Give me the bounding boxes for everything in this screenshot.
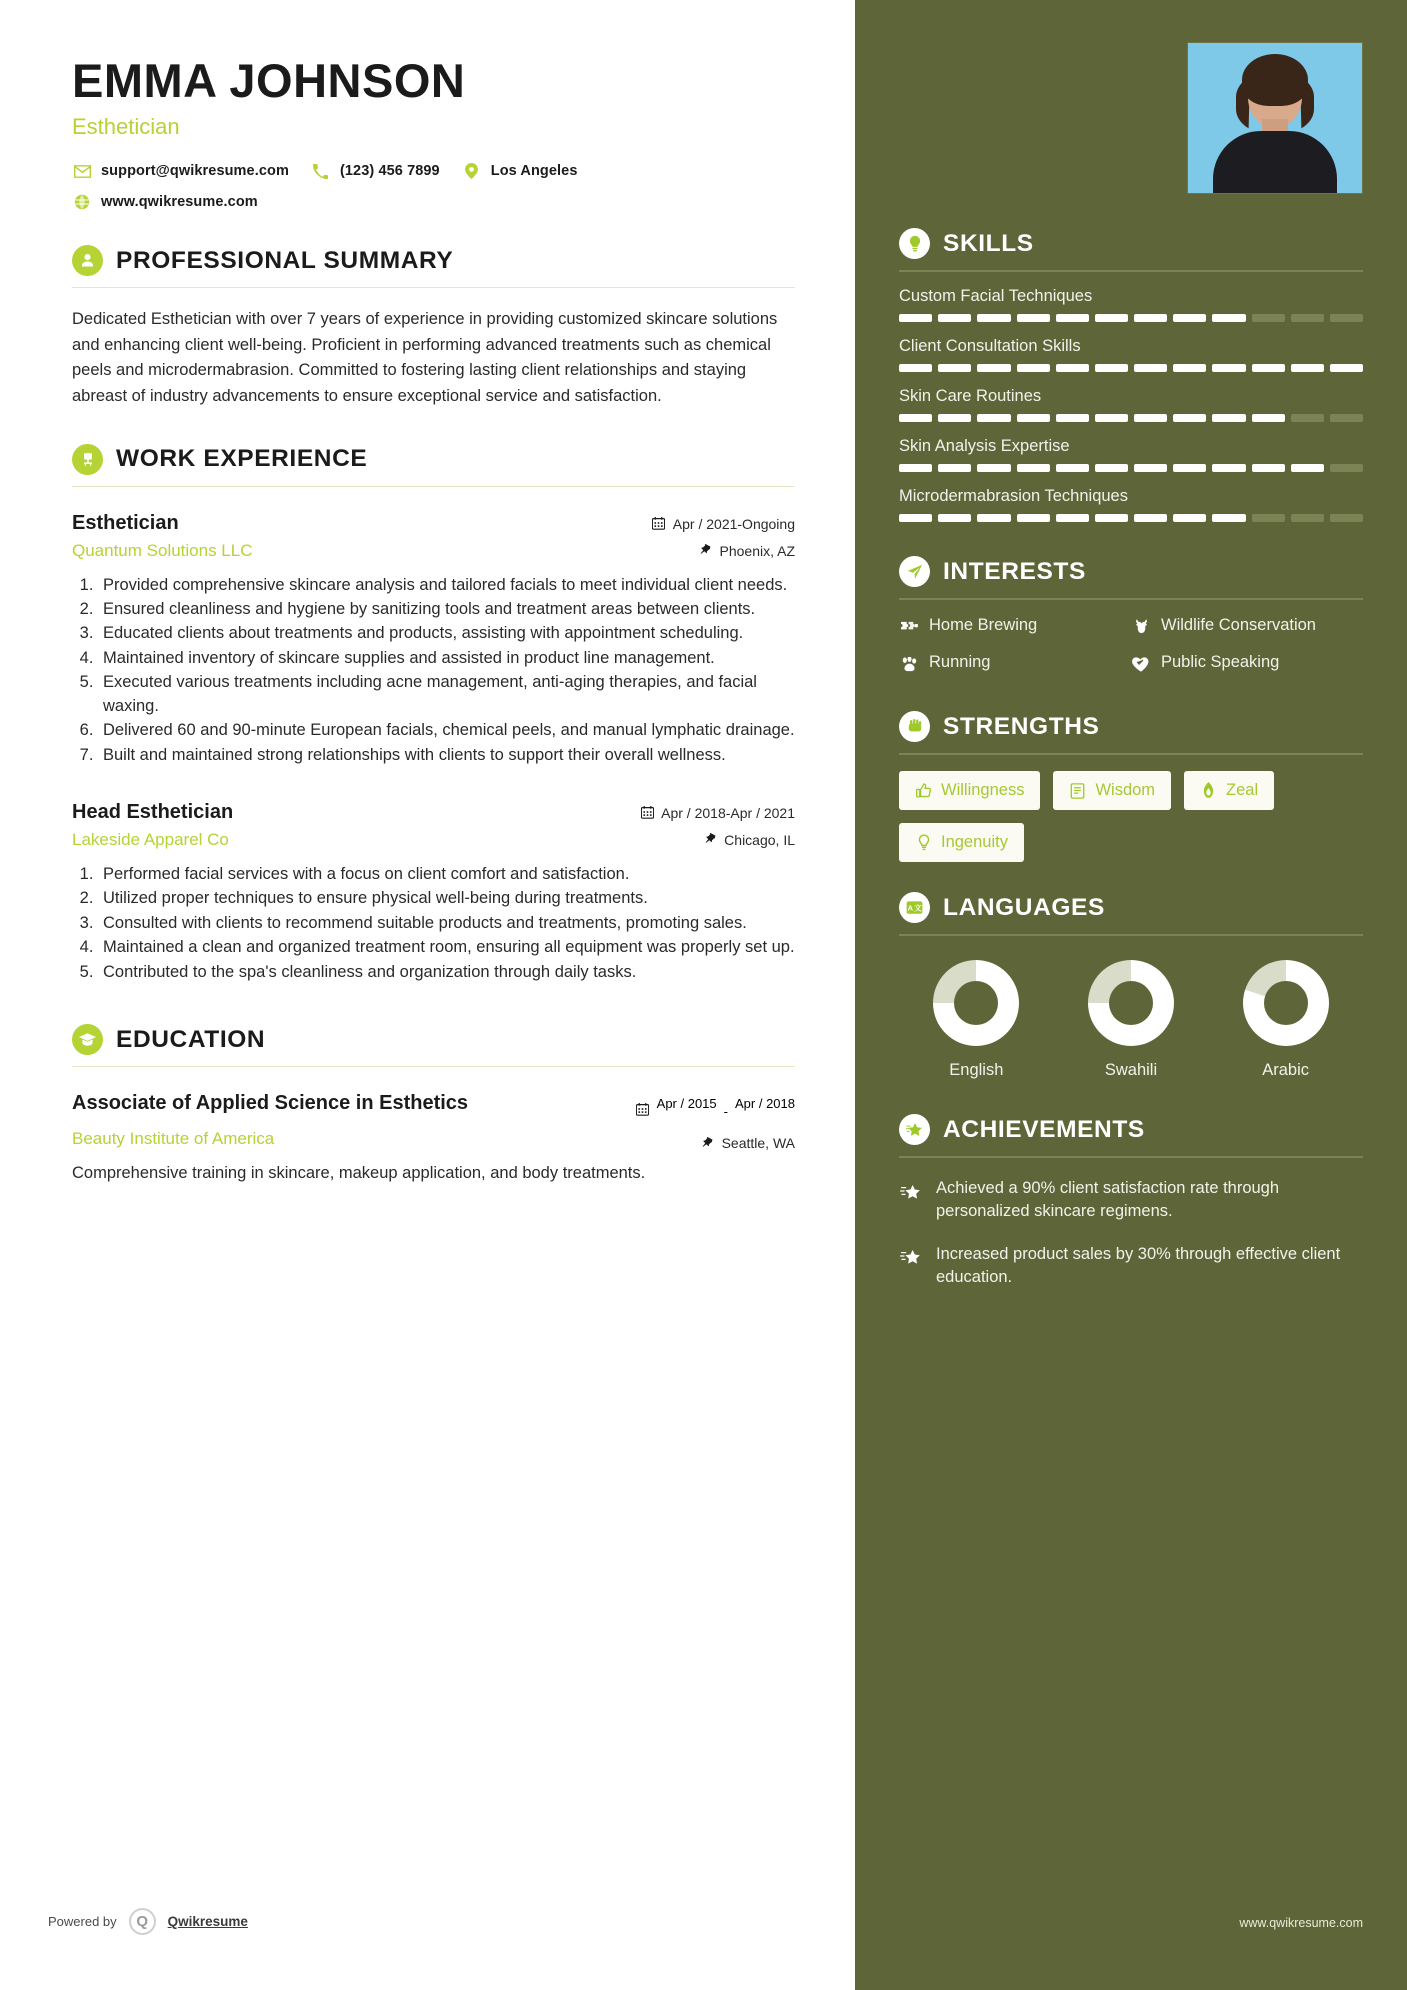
skill-rating-dash	[1330, 464, 1363, 472]
section-divider	[72, 486, 795, 487]
language-proficiency-donut	[1243, 960, 1329, 1046]
job-bullet: 5. Executed various treatments including acne management, anti-aging therapies, and facial waxing.	[98, 671, 795, 718]
education-description: Comprehensive training in skincare, makeup application, and body treatments.	[72, 1164, 646, 1183]
skill-rating-dash	[977, 414, 1010, 422]
skill-name: Skin Analysis Expertise	[899, 437, 1070, 455]
skill-rating-dash	[1056, 414, 1089, 422]
education-location-text: Seattle, WA	[721, 1135, 795, 1152]
section-divider	[899, 270, 1363, 272]
graduation-icon	[72, 1024, 103, 1055]
job-identity	[72, 512, 253, 561]
skill-rating-dash	[1330, 364, 1363, 372]
achievement-text: Achieved a 90% client satisfaction rate through personalized skincare regimens.	[936, 1179, 1280, 1221]
skill-rating-dash	[1017, 514, 1050, 522]
powered-by-label: Powered by	[48, 1914, 117, 1929]
section-interests	[899, 556, 1363, 689]
education-title: EDUCATION	[116, 1025, 266, 1053]
strength-label: Wisdom	[1095, 781, 1156, 799]
professional-summary-title: PROFESSIONAL SUMMARY	[116, 246, 454, 274]
right-sidebar	[855, 0, 1407, 1990]
job-date-text: Apr / 2021-Ongoing	[672, 515, 795, 532]
skill-rating-dash	[1017, 364, 1050, 372]
skill-item	[899, 287, 1363, 322]
strength-badge	[1184, 771, 1274, 810]
interests-header	[899, 556, 1363, 587]
job-location	[610, 543, 795, 559]
award-star-icon	[899, 1246, 923, 1270]
interest-item	[1131, 652, 1363, 674]
education-header-row	[72, 1092, 795, 1151]
skill-rating-dash	[938, 464, 971, 472]
education-degree: Associate of Applied Science in Esthetics	[72, 1092, 469, 1115]
flame-icon	[1200, 782, 1217, 799]
skill-rating-dash	[938, 514, 971, 522]
achievement-item	[899, 1243, 1363, 1290]
skill-rating-dash	[899, 314, 932, 322]
skill-rating-dash	[1291, 514, 1324, 522]
skill-rating-dash	[1056, 314, 1089, 322]
job-meta	[610, 512, 795, 559]
job-title: Head Esthetician	[72, 800, 234, 823]
section-divider	[899, 1156, 1363, 1158]
contact-location	[462, 162, 578, 180]
interest-item	[899, 615, 1131, 637]
pushpin-icon	[699, 544, 713, 558]
skill-rating-dash	[1212, 514, 1245, 522]
skill-rating-dash	[1095, 414, 1128, 422]
skill-rating-dash	[1173, 314, 1206, 322]
job-entry	[72, 512, 795, 767]
education-date-dash: -	[723, 1104, 728, 1120]
language-name: Arabic	[1262, 1061, 1310, 1079]
bulb-icon	[915, 834, 932, 851]
job-company: Quantum Solutions LLC	[72, 540, 253, 560]
interest-item	[899, 652, 1131, 674]
job-bullet: 1. Performed facial services with a focus on client comfort and satisfaction.	[98, 863, 795, 886]
job-entry	[72, 801, 795, 984]
job-location-text: Chicago, IL	[724, 831, 795, 848]
skill-item	[899, 337, 1363, 372]
donut-hole	[1264, 981, 1308, 1025]
languages-title: LANGUAGES	[943, 893, 1105, 921]
education-identity	[72, 1092, 468, 1149]
skill-rating-dash	[1330, 314, 1363, 322]
languages-header	[899, 892, 1363, 923]
skill-name: Client Consultation Skills	[899, 337, 1081, 355]
strength-label: Willingness	[941, 781, 1025, 799]
skill-rating-dash	[1095, 514, 1128, 522]
work-experience-header	[72, 444, 795, 475]
language-proficiency-donut	[1088, 960, 1174, 1046]
education-location	[610, 1135, 795, 1151]
skill-rating-dash	[1212, 364, 1245, 372]
svg-text:文: 文	[914, 903, 922, 913]
interest-item	[1131, 615, 1363, 637]
page-title	[72, 56, 795, 140]
section-achievements	[899, 1114, 1363, 1290]
contact-info	[72, 162, 795, 211]
job-header	[72, 512, 795, 561]
professional-summary-header	[72, 245, 795, 276]
language-name: English	[949, 1061, 1004, 1079]
calendar-icon	[652, 517, 666, 531]
education-meta	[610, 1092, 795, 1151]
donut-hole	[954, 981, 998, 1025]
svg-text:A: A	[907, 903, 914, 913]
skills-list	[899, 287, 1363, 522]
contact-location-text: Los Angeles	[490, 163, 578, 180]
job-meta	[610, 801, 795, 848]
contact-email[interactable]	[72, 162, 289, 180]
job-bullet: 1. Provided comprehensive skincare analysis and tailored facials to meet individual client needs.	[98, 574, 795, 597]
candidate-name: EMMA JOHNSON	[72, 54, 466, 107]
job-location	[610, 832, 795, 848]
skill-rating-dash	[1017, 464, 1050, 472]
qwikresume-logo-icon: Q	[129, 1908, 156, 1935]
fist-icon	[899, 711, 930, 742]
thumbs-up-icon	[915, 782, 932, 799]
contact-phone-text: (123) 456 7899	[339, 163, 440, 180]
job-location-text: Phoenix, AZ	[719, 542, 795, 559]
language-item	[1243, 960, 1329, 1080]
job-bullet: 3. Consulted with clients to recommend suitable products and treatments, promoting sales.	[98, 912, 795, 935]
section-professional-summary	[72, 245, 795, 409]
skill-rating-dash	[977, 364, 1010, 372]
job-bullet: 4. Maintained a clean and organized treatment room, ensuring all equipment was properly set up.	[98, 936, 795, 959]
skill-rating-dash	[1291, 314, 1324, 322]
language-item	[1088, 960, 1174, 1080]
section-divider	[72, 287, 795, 288]
strength-badge	[899, 771, 1040, 810]
interest-label: Running	[929, 653, 991, 671]
skill-rating-dash	[1134, 414, 1167, 422]
job-date	[610, 516, 795, 532]
avatar-body	[1213, 131, 1337, 193]
skill-rating-dash	[1252, 464, 1285, 472]
achievement-item	[899, 1177, 1363, 1224]
skill-rating-dash	[899, 364, 932, 372]
achievements-header	[899, 1114, 1363, 1145]
section-divider	[899, 598, 1363, 600]
deer-icon	[1131, 617, 1151, 637]
language-item	[933, 960, 1019, 1080]
candidate-role: Esthetician	[72, 114, 180, 140]
skill-rating-dash	[1252, 514, 1285, 522]
donut-hole	[1109, 981, 1153, 1025]
section-strengths	[899, 711, 1363, 862]
globe-icon	[72, 193, 92, 211]
contact-email-text: support@qwikresume.com	[101, 163, 289, 180]
star-icon	[899, 1114, 930, 1145]
section-divider	[899, 753, 1363, 755]
skill-rating-dash	[1252, 414, 1285, 422]
skill-rating-dash	[1252, 314, 1285, 322]
skill-rating-dash	[938, 364, 971, 372]
email-icon	[72, 162, 92, 180]
education-school: Beauty Institute of America	[72, 1129, 275, 1149]
skill-rating-dash	[1291, 464, 1324, 472]
skill-rating-dash	[1134, 364, 1167, 372]
skill-rating-bar	[899, 464, 1363, 472]
education-date-end: Apr / 2018	[735, 1096, 795, 1112]
skill-rating-dash	[1291, 364, 1324, 372]
section-education	[72, 1024, 795, 1186]
desk-chair-icon	[72, 444, 103, 475]
skill-name: Microdermabrasion Techniques	[899, 487, 1128, 505]
paw-icon	[899, 654, 919, 674]
skill-rating-dash	[1134, 514, 1167, 522]
skill-rating-dash	[1017, 414, 1050, 422]
skills-title: SKILLS	[943, 229, 1034, 257]
section-divider	[899, 934, 1363, 936]
skill-rating-dash	[1173, 464, 1206, 472]
job-identity	[72, 801, 233, 850]
strengths-header	[899, 711, 1363, 742]
qwikresume-brand-link[interactable]: Qwikresume	[167, 1914, 248, 1929]
skill-rating-dash	[1212, 314, 1245, 322]
job-date	[610, 805, 795, 821]
avatar-hair-front	[1242, 54, 1308, 106]
translate-icon	[899, 892, 930, 923]
contact-phone[interactable]	[311, 162, 440, 180]
strength-label: Zeal	[1226, 781, 1259, 799]
skill-rating-dash	[1173, 364, 1206, 372]
skill-rating-dash	[1095, 464, 1128, 472]
pushpin-icon	[701, 1136, 715, 1150]
skill-rating-dash	[977, 514, 1010, 522]
job-bullet: 4. Maintained inventory of skincare supplies and assisted in product line management.	[98, 647, 795, 670]
education-entry	[72, 1092, 795, 1186]
education-date	[610, 1096, 795, 1119]
calendar-icon	[640, 806, 654, 820]
strength-badge	[1053, 771, 1171, 810]
language-name: Swahili	[1104, 1061, 1158, 1079]
pushpin-icon	[703, 833, 717, 847]
education-header	[72, 1024, 795, 1055]
skill-rating-bar	[899, 364, 1363, 372]
award-star-icon	[899, 1180, 923, 1204]
skill-item	[899, 487, 1363, 522]
skill-rating-dash	[1173, 514, 1206, 522]
skill-rating-dash	[1095, 314, 1128, 322]
left-footer	[48, 1908, 248, 1935]
location-pin-icon	[462, 162, 482, 180]
achievement-text: Increased product sales by 30% through effective client education.	[936, 1244, 1341, 1287]
strength-label: Ingenuity	[941, 833, 1008, 851]
phone-icon	[311, 162, 331, 180]
strength-badge	[899, 823, 1024, 862]
skill-rating-dash	[899, 514, 932, 522]
lightbulb-icon	[899, 228, 930, 259]
strengths-list	[899, 771, 1363, 862]
skill-rating-dash	[1056, 364, 1089, 372]
heart-speech-icon	[1131, 654, 1151, 674]
skill-rating-bar	[899, 514, 1363, 522]
contact-line-1	[72, 162, 795, 180]
skill-rating-dash	[1056, 514, 1089, 522]
skill-rating-dash	[1212, 414, 1245, 422]
skill-rating-dash	[1134, 314, 1167, 322]
strengths-title: STRENGTHS	[943, 712, 1100, 740]
section-divider	[72, 1066, 795, 1067]
job-bullets	[98, 863, 795, 984]
skill-name: Skin Care Routines	[899, 387, 1042, 405]
interest-label: Home Brewing	[929, 616, 1038, 634]
skill-rating-dash	[938, 314, 971, 322]
skill-rating-dash	[1291, 414, 1324, 422]
user-icon	[72, 245, 103, 276]
skill-rating-dash	[977, 314, 1010, 322]
skill-rating-dash	[1173, 414, 1206, 422]
professional-summary-text: Dedicated Esthetician with over 7 years of experience in providing customized skincare solutions and enhancing client well-being. Proficient in performing advanced treatments such as chemical peels and microdermabrasion. Committed to fostering lasting client relationships and staying abreast of industry advancements to ensure exceptional service and satisfaction.	[72, 310, 778, 406]
education-date-start: Apr / 2015	[656, 1096, 717, 1112]
job-bullet: 6. Delivered 60 and 90-minute European facials, chemical peels, and manual lymphatic drainage.	[98, 719, 795, 742]
skill-rating-dash	[1252, 364, 1285, 372]
skill-rating-dash	[1056, 464, 1089, 472]
job-date-text: Apr / 2018-Apr / 2021	[661, 804, 795, 821]
job-bullets	[98, 574, 795, 767]
book-icon	[1069, 782, 1086, 799]
skill-rating-dash	[1330, 514, 1363, 522]
languages-list	[899, 960, 1363, 1080]
interests-title: INTERESTS	[943, 557, 1086, 585]
skill-rating-dash	[899, 414, 932, 422]
contact-website[interactable]	[72, 193, 258, 211]
skill-rating-dash	[977, 464, 1010, 472]
language-proficiency-donut	[933, 960, 1019, 1046]
skill-rating-dash	[1095, 364, 1128, 372]
contact-line-2	[72, 193, 795, 211]
skill-rating-dash	[1017, 314, 1050, 322]
job-header	[72, 801, 795, 850]
sidebar-footer-url: www.qwikresume.com	[1239, 1916, 1363, 1930]
job-company: Lakeside Apparel Co	[72, 829, 229, 849]
puzzle-icon	[899, 617, 919, 637]
skill-rating-bar	[899, 414, 1363, 422]
interests-list	[899, 615, 1363, 689]
section-languages	[899, 892, 1363, 1080]
skill-rating-dash	[1134, 464, 1167, 472]
job-bullet: 3. Educated clients about treatments and products, assisting with appointment scheduling.	[98, 622, 795, 645]
achievements-title: ACHIEVEMENTS	[943, 1115, 1145, 1143]
job-bullet: 7. Built and maintained strong relationships with clients to support their overall wellness.	[98, 744, 795, 767]
skill-rating-dash	[1330, 414, 1363, 422]
job-bullet: 5. Contributed to the spa's cleanliness and organization through daily tasks.	[98, 961, 795, 984]
skill-item	[899, 437, 1363, 472]
job-bullet: 2. Utilized proper techniques to ensure physical well-being during treatments.	[98, 887, 795, 910]
section-skills	[899, 228, 1363, 522]
job-title: Esthetician	[72, 511, 179, 534]
skill-name: Custom Facial Techniques	[899, 287, 1093, 305]
skill-rating-bar	[899, 314, 1363, 322]
job-bullet: 2. Ensured cleanliness and hygiene by sanitizing tools and treatment areas between clients.	[98, 598, 795, 621]
section-work-experience	[72, 444, 795, 984]
skill-rating-dash	[1212, 464, 1245, 472]
contact-website-text: www.qwikresume.com	[101, 194, 258, 211]
skills-header	[899, 228, 1363, 259]
skill-item	[899, 387, 1363, 422]
interest-label: Wildlife Conservation	[1161, 616, 1316, 634]
calendar-icon	[636, 1102, 650, 1116]
skill-rating-dash	[899, 464, 932, 472]
work-experience-title: WORK EXPERIENCE	[116, 445, 368, 473]
paper-plane-icon	[899, 556, 930, 587]
avatar	[1187, 42, 1363, 194]
skill-rating-dash	[938, 414, 971, 422]
interest-label: Public Speaking	[1161, 653, 1280, 671]
